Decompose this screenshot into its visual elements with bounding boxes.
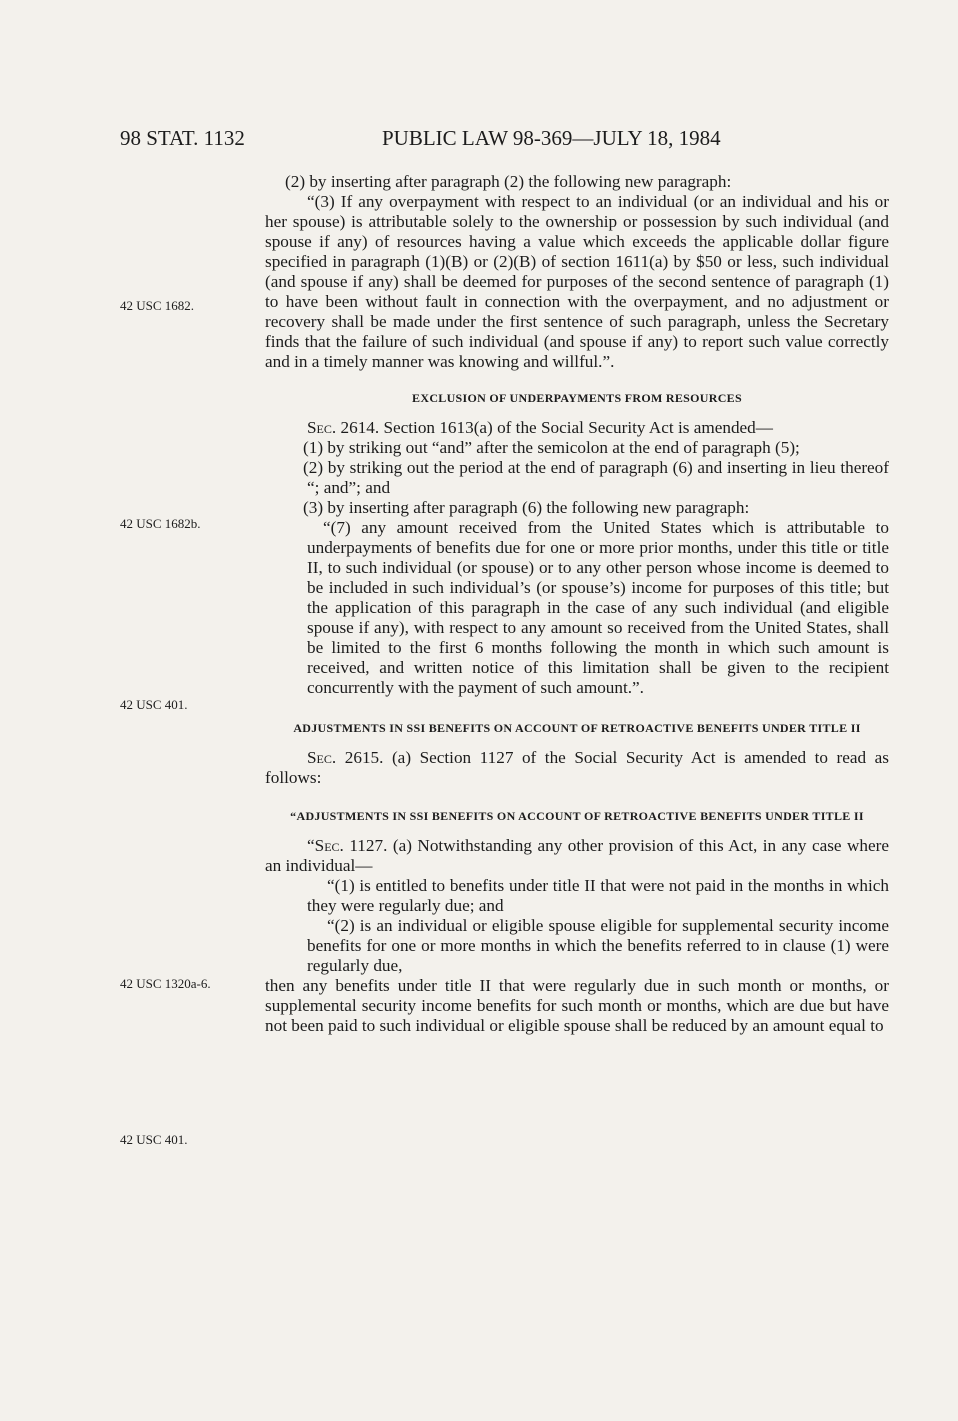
section-paragraph <box>265 836 889 876</box>
running-header: PUBLIC LAW 98-369—JULY 18, 1984 <box>382 126 721 150</box>
clause: (3) by inserting after paragraph (6) the following new paragraph: <box>303 498 750 517</box>
clause: (1) by striking out “and” after the semicolon at the end of paragraph (5); <box>303 438 800 457</box>
section-heading: EXCLUSION OF UNDERPAYMENTS FROM RESOURCES <box>412 391 742 405</box>
section-heading: “ADJUSTMENTS IN SSI BENEFITS ON ACCOUNT OF RETROACTIVE BENEFITS UNDER TITLE II <box>290 809 864 823</box>
margin-note: 42 USC 401. <box>120 1132 188 1147</box>
section-paragraph <box>265 748 889 788</box>
section-text: 2615. (a) Section 1127 of the Social Security Act is amended to read as follows: <box>265 748 889 787</box>
document-body <box>265 172 889 1036</box>
section-label: Sec. <box>307 748 337 767</box>
margin-note: 42 USC 1682b. <box>120 516 201 531</box>
statute-page-number: 98 STAT. 1132 <box>120 126 245 150</box>
clause: “(1) is entitled to benefits under title II that were not paid in the months in which they were regularly due; and <box>307 876 889 915</box>
paragraph: “(3) If any overpayment with respect to an individual (or an individual and his or her spouse) is attributable solely to the ownership or possession by such individual (and spouse if any) of resources having a value which exceeds the applicable dollar figure specified in paragraph (1)(B) or (2)(B) of section 1611(a) by $50 or less, such individual (and spouse if any) shall be deemed for purposes of the second sentence of paragraph (1) to have been without fault in connection with the overpayment, and no adjustment or recovery shall be made under the first sentence of such paragraph, unless the Secretary finds that the failure of such individual (and spouse if any) to report such value correctly and in a timely manner was knowing and willful.”. <box>265 192 889 371</box>
section-text: 1127. (a) Notwithstanding any other provision of this Act, in any case where an individual— <box>265 836 889 875</box>
clause: “(7) any amount received from the United States which is attributable to underpayments of benefits due for one or more prior months, under this title or title II, to such individual (or spouse) or to any other person whose income is deemed to be included in such individual’s (or spouse’s) income for purposes of this title; but the application of this paragraph in the case of any such individual (and eligible spouse if any), with respect to any amount so received from the United States, shall be limited to the first 6 months following the month in which such amount is received, and written notice of this limitation shall be given to the recipient concurrently with the payment of such amount.”. <box>307 518 889 697</box>
section-label: Sec. <box>307 418 337 437</box>
section-paragraph <box>265 418 889 438</box>
clause: “(2) is an individual or eligible spouse eligible for supplemental security income benefits for one or more months in which the benefits referred to in clause (1) were regularly due, <box>307 916 889 975</box>
margin-note: 42 USC 401. <box>120 697 188 712</box>
clause: (2) by striking out the period at the end of paragraph (6) and inserting in lieu thereof “; and”; and <box>303 458 889 497</box>
section-text: 2614. Section 1613(a) of the Social Security Act is amended— <box>340 418 773 437</box>
section-label: “Sec. <box>307 836 344 855</box>
paragraph: then any benefits under title II that were regularly due in such month or months, or supplemental security income benefits for such month or months, which are due but have not been paid to such individual or eligible spouse shall be reduced by an amount equal to <box>265 976 889 1035</box>
section-heading: ADJUSTMENTS IN SSI BENEFITS ON ACCOUNT OF RETROACTIVE BENEFITS UNDER TITLE II <box>293 721 861 735</box>
paragraph: (2) by inserting after paragraph (2) the following new paragraph: <box>285 172 732 191</box>
margin-note: 42 USC 1682. <box>120 298 195 313</box>
margin-note: 42 USC 1320a-6. <box>120 976 211 991</box>
